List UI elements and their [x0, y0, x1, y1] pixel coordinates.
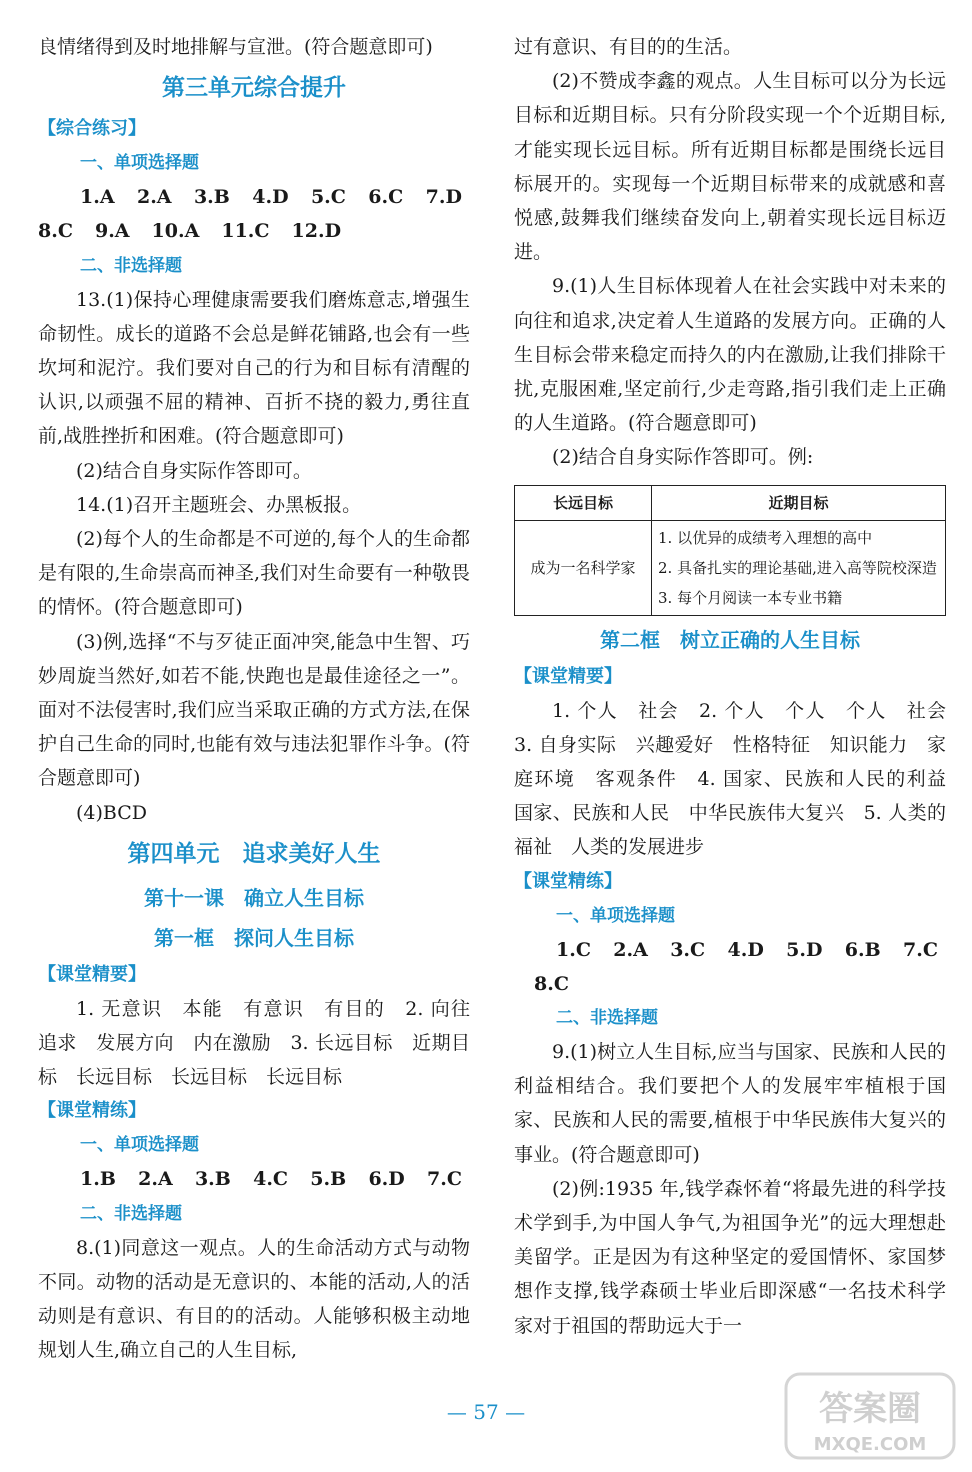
answer: 4.D	[252, 186, 289, 209]
answer-paragraph: (4)BCD	[76, 801, 147, 824]
answer-row	[38, 214, 470, 248]
right-column	[514, 30, 966, 1343]
answer-paragraph: 13.(1)保持心理健康需要我们磨炼意志,增强生命韧性。成长的道路不会总是鲜花铺路,也会有一些坎坷和泥泞。我们要对自己的行为和目标有清醒的认识,以顽强不屈的精神、百折不挠的毅力,勇往直前,战胜挫折和困难。(符合题意即可)	[38, 288, 470, 448]
section-non-choice: 二、非选择题	[556, 1008, 658, 1029]
answer: 3.C	[670, 938, 706, 961]
answer-row	[514, 967, 946, 1001]
answer: 7.D	[425, 186, 462, 209]
svg-text:MXQE.COM: MXQE.COM	[813, 1434, 927, 1455]
text-line: 良情绪得到及时地排解与宣泄。(符合题意即可)	[38, 36, 433, 58]
answer-paragraph: 9.(1)人生目标体现着人在社会实践中对未来的向往和追求,决定着人生道路的发展方向。正确的人生目标会带来稳定而持久的内在激励,让我们排除干扰,克服困难,坚定前行,少走弯路,指引我们走上正确的人生道路。(符合题意即可)	[514, 275, 946, 435]
unit3-title: 第三单元综合提升	[162, 75, 346, 102]
answer: 5.B	[310, 1168, 347, 1191]
answer: 10.A	[151, 220, 200, 243]
section-ketang-jinglian: 【课堂精练】	[38, 1100, 146, 1122]
answer: 3.B	[193, 186, 230, 209]
section-zonghe: 【综合练习】	[38, 118, 146, 140]
section-non-choice: 二、非选择题	[80, 255, 182, 276]
answer: 1.A	[80, 186, 115, 209]
lesson-title: 第十一课 确立人生目标	[144, 885, 364, 910]
answer: 4.C	[253, 1168, 289, 1191]
answer: 6.D	[368, 1168, 405, 1191]
answer: 12.D	[291, 220, 342, 243]
text-line: 过有意识、有目的的生活。	[514, 36, 743, 58]
answer: 1.C	[556, 938, 591, 961]
page-number: — 57 —	[446, 1400, 526, 1424]
left-column	[38, 30, 490, 1367]
answer: 2.A	[613, 938, 648, 961]
answer-paragraph: (2)每个人的生命都是不可逆的,每个人的生命都是有限的,生命崇高而神圣,我们对生命要有一种敬畏的情怀。(符合题意即可)	[38, 528, 470, 619]
list-item: 3. 每个月阅读一本专业书籍	[658, 588, 843, 607]
unit4-title: 第四单元 追求美好人生	[127, 840, 381, 867]
answer: 5.D	[786, 938, 823, 961]
answer: 6.C	[368, 186, 404, 209]
answer-paragraph: 1. 个人 社会 2. 个人 个人 个人 社会 3. 自身实际 兴趣爱好 性格特征 知识能力 家庭环境 客观条件 4. 国家、民族和人民的利益 国家、民族和人民 中华民族伟大复兴 5. 人类的福祉 人类的发展进步	[514, 699, 966, 859]
answer-paragraph: (2)结合自身实际作答即可。例:	[552, 446, 814, 469]
answer-paragraph: 9.(1)树立人生目标,应当与国家、民族和人民的利益相结合。我们要把个人的发展牢牢植根于国家、民族和人民的需要,植根于中华民族伟大复兴的事业。(符合题意即可)	[514, 1041, 946, 1166]
answer: 2.A	[136, 186, 172, 209]
answer: 5.C	[310, 186, 346, 209]
answer-row	[514, 933, 946, 967]
answer-paragraph: (2)例:1935 年,钱学森怀着“将最先进的科学技术学到手,为中国人争气,为祖国争光”的远大理想赴美留学。正是因为有这种坚定的爱国情怀、家国梦想作支撑,钱学森硕士毕业后即深感“一名技术科学家对于祖国的帮助远大于一	[514, 1177, 946, 1337]
section-ketang-jingyao: 【课堂精要】	[38, 963, 146, 985]
section-single-choice: 一、单项选择题	[80, 153, 199, 174]
answer: 8.C	[534, 972, 569, 995]
answer-row	[38, 1162, 470, 1196]
answer: 2.A	[138, 1168, 173, 1191]
answer: 8.C	[38, 220, 73, 243]
answer: 3.B	[194, 1168, 231, 1191]
answer-paragraph: 1. 无意识 本能 有意识 有目的 2. 向往 追求 发展方向 内在激励 3. 长远目标 近期目标 长远目标 长远目标 长远目标	[38, 997, 490, 1089]
table-cell-list	[652, 520, 946, 615]
answer-paragraph: (3)例,选择“不与歹徒正面冲突,能急中生智、巧妙周旋当然好,如若不能,快跑也是最佳途径之一”。面对不法侵害时,我们应当采取正确的方式方法,在保护自己生命的同时,也能有效与违法犯罪作斗争。(符合题意即可)	[38, 630, 470, 790]
answer: 9.A	[94, 220, 130, 243]
answer-row	[38, 180, 470, 214]
answer: 7.C	[903, 938, 938, 961]
answer: 1.B	[80, 1168, 116, 1191]
list-item: 1. 以优异的成绩考入理想的高中	[658, 528, 873, 547]
section-ketang-jinglian: 【课堂精练】	[514, 870, 622, 892]
frame-title: 第二框 树立正确的人生目标	[600, 627, 860, 652]
list-item: 2. 具备扎实的理论基础,进入高等院校深造	[658, 558, 937, 577]
table-header-long: 长远目标	[515, 485, 652, 520]
answer: 7.C	[426, 1168, 462, 1191]
goal-table	[514, 485, 946, 616]
svg-text:答案圈: 答案圈	[819, 1389, 921, 1429]
answer: 6.B	[844, 938, 881, 961]
section-non-choice: 二、非选择题	[80, 1203, 182, 1224]
section-single-choice: 一、单项选择题	[80, 1135, 199, 1156]
answer: 11.C	[221, 220, 270, 243]
answer: 4.D	[727, 938, 764, 961]
watermark-logo	[780, 1368, 960, 1464]
section-ketang-jingyao: 【课堂精要】	[514, 665, 622, 687]
answer-paragraph: 14.(1)召开主题班会、办黑板报。	[76, 493, 362, 516]
answer-paragraph: 8.(1)同意这一观点。人的生命活动方式与动物不同。动物的活动是无意识的、本能的活动,人的活动则是有意识、有目的的活动。人能够积极主动地规划人生,确立自己的人生目标,	[38, 1236, 470, 1362]
frame-title: 第一框 探问人生目标	[154, 925, 354, 950]
table-header-short: 近期目标	[652, 485, 946, 520]
section-single-choice: 一、单项选择题	[556, 905, 675, 926]
table-cell-goal: 成为一名科学家	[515, 520, 652, 615]
answer-paragraph: (2)不赞成李鑫的观点。人生目标可以分为长远目标和近期目标。只有分阶段实现一个个近期目标,才能实现长远目标。所有近期目标都是围绕长远目标展开的。实现每一个近期目标带来的成就感和喜悦感,鼓舞我们继续奋发向上,朝着实现长远目标迈进。	[514, 70, 946, 264]
answer-paragraph: (2)结合自身实际作答即可。	[76, 459, 312, 482]
